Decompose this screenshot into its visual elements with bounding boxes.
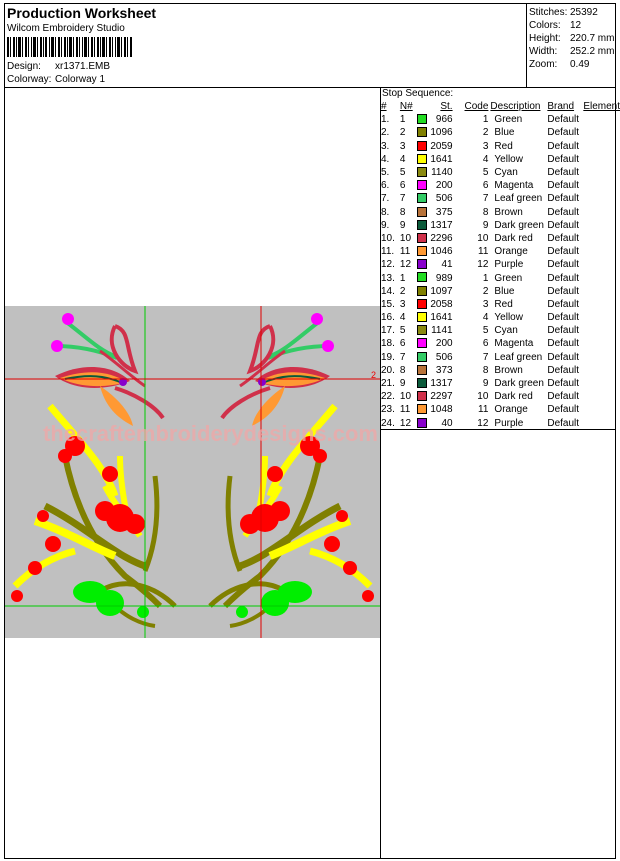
row-code: 12 [477, 259, 489, 271]
row-brand: Default [547, 219, 580, 231]
row-index: 16. [381, 312, 395, 324]
stop-row [381, 153, 620, 166]
stop-row [381, 271, 620, 284]
row-needle: 7 [399, 351, 406, 363]
row-element [583, 258, 620, 271]
row-stitches: 2296 [430, 232, 453, 244]
embroidery-artwork [5, 306, 380, 638]
row-stitches: 1641 [430, 312, 453, 324]
row-stitches-cell [417, 113, 455, 126]
row-brand: Default [547, 140, 580, 152]
row-brand: Default [547, 338, 580, 350]
row-stitches: 1046 [430, 246, 453, 258]
row-element [583, 403, 620, 416]
row-brand: Default [547, 351, 580, 363]
row-stitches-cell [417, 364, 455, 377]
stop-row [381, 219, 620, 232]
row-description: Leaf green [494, 351, 543, 363]
row-code: 1 [482, 114, 489, 126]
row-element [583, 351, 620, 364]
row-brand: Default [547, 285, 580, 297]
color-swatch [417, 193, 427, 203]
color-swatch [417, 299, 427, 309]
row-index: 19. [381, 351, 395, 363]
row-stitches-cell [417, 153, 455, 166]
height-value: 220.7 mm [570, 33, 615, 44]
row-index: 3. [381, 140, 390, 152]
row-stitches-cell [417, 337, 455, 350]
row-index: 1. [381, 114, 390, 126]
row-index: 9. [381, 219, 390, 231]
color-swatch [417, 286, 427, 296]
color-swatch [417, 180, 427, 190]
color-swatch [417, 114, 427, 124]
color-swatch [417, 418, 427, 428]
color-swatch [417, 220, 427, 230]
row-element [583, 153, 620, 166]
row-stitches: 1097 [430, 285, 453, 297]
row-needle: 5 [399, 325, 406, 337]
color-swatch [417, 141, 427, 151]
row-index: 12. [381, 259, 395, 271]
stop-row [381, 337, 620, 350]
row-brand: Default [547, 325, 580, 337]
row-element [583, 298, 620, 311]
row-stitches-cell [417, 377, 455, 390]
row-needle: 3 [399, 298, 406, 310]
row-needle: 5 [399, 167, 406, 179]
col-header-brand: Brand [547, 101, 575, 113]
stop-row [381, 245, 620, 258]
stop-table-header [381, 100, 620, 113]
colorway-value: Colorway 1 [55, 74, 106, 85]
row-needle: 7 [399, 193, 406, 205]
color-swatch [417, 272, 427, 282]
col-header-description: Description [490, 101, 541, 113]
stop-sequence-title: Stop Sequence: [382, 88, 454, 99]
row-brand: Default [547, 272, 580, 284]
color-swatch [417, 246, 427, 256]
row-code: 10 [477, 232, 489, 244]
stitches-value: 25392 [570, 7, 598, 18]
row-brand: Default [547, 312, 580, 324]
row-description: Cyan [494, 325, 518, 337]
row-stitches-cell [417, 166, 455, 179]
row-stitches-cell [417, 179, 455, 192]
row-element [583, 285, 620, 298]
row-needle: 3 [399, 140, 406, 152]
row-needle: 4 [399, 312, 406, 324]
row-code: 10 [477, 391, 489, 403]
row-index: 13. [381, 272, 395, 284]
row-description: Red [494, 140, 513, 152]
row-description: Dark red [494, 391, 533, 403]
row-element [583, 364, 620, 377]
row-needle: 9 [399, 219, 406, 231]
stop-row [381, 206, 620, 219]
row-index: 17. [381, 325, 395, 337]
row-needle: 10 [399, 232, 412, 244]
row-stitches-cell [417, 351, 455, 364]
design-stats [529, 6, 614, 71]
header-divider [526, 3, 527, 88]
row-stitches-cell [417, 271, 455, 284]
row-brand: Default [547, 193, 580, 205]
row-code: 11 [478, 404, 489, 416]
row-needle: 11 [399, 246, 411, 258]
row-index: 21. [381, 378, 395, 390]
row-index: 11. [381, 246, 395, 258]
row-index: 15. [381, 298, 395, 310]
row-index: 23. [381, 404, 395, 416]
row-element [583, 324, 620, 337]
stop-row [381, 324, 620, 337]
row-brand: Default [547, 364, 580, 376]
row-needle: 12 [399, 259, 412, 271]
stop-row [381, 166, 620, 179]
color-swatch [417, 312, 427, 322]
col-header-code: Code [464, 101, 489, 113]
row-element [583, 377, 620, 390]
barcode [7, 37, 133, 57]
color-swatch [417, 259, 427, 269]
row-needle: 11 [399, 404, 411, 416]
col-header-stitches: St. [440, 101, 453, 113]
row-stitches-cell [417, 298, 455, 311]
stop-row [381, 232, 620, 245]
row-code: 3 [482, 140, 489, 152]
col-header-index: # [381, 101, 387, 113]
stop-row [381, 285, 620, 298]
row-stitches-cell [417, 192, 455, 205]
row-description: Yellow [494, 153, 523, 165]
color-swatch [417, 167, 427, 177]
row-stitches: 1141 [431, 325, 453, 337]
row-needle: 8 [399, 206, 406, 218]
row-code: 4 [482, 153, 489, 165]
row-element [583, 192, 620, 205]
colorway-row [7, 74, 105, 85]
row-stitches: 989 [435, 272, 453, 284]
row-description: Blue [494, 127, 515, 139]
row-code: 5 [482, 167, 489, 179]
row-element [583, 417, 620, 430]
width-label: Width: [529, 46, 558, 57]
row-code: 6 [482, 180, 489, 192]
zoom-label: Zoom: [529, 59, 558, 70]
row-description: Yellow [494, 312, 523, 324]
software-name: Wilcom Embroidery Studio [7, 23, 125, 34]
stop-sequence-table [381, 100, 620, 430]
zoom-value: 0.49 [570, 59, 590, 70]
colors-value: 12 [570, 20, 582, 31]
color-swatch [417, 352, 427, 362]
design-row [7, 61, 110, 72]
stop-row [381, 403, 620, 416]
row-code: 8 [482, 206, 489, 218]
row-index: 4. [381, 153, 390, 165]
row-code: 11 [478, 246, 489, 258]
row-description: Dark red [494, 232, 533, 244]
row-brand: Default [547, 232, 580, 244]
row-code: 2 [482, 127, 489, 139]
page-title: Production Worksheet [7, 5, 157, 21]
row-needle: 2 [399, 285, 406, 297]
colors-label: Colors: [529, 20, 561, 31]
row-element [583, 245, 620, 258]
row-code: 7 [482, 351, 489, 363]
row-stitches: 1048 [430, 404, 453, 416]
color-swatch [417, 207, 427, 217]
row-stitches-cell [417, 206, 455, 219]
row-code: 12 [477, 417, 489, 429]
row-description: Dark green [494, 378, 544, 390]
row-stitches: 40 [441, 417, 453, 429]
row-needle: 1 [399, 114, 406, 126]
height-label: Height: [529, 33, 561, 44]
stop-row [381, 126, 620, 139]
row-stitches-cell [417, 245, 455, 258]
row-element [583, 219, 620, 232]
row-stitches: 200 [435, 180, 453, 192]
row-code: 3 [482, 298, 489, 310]
row-code: 9 [482, 219, 489, 231]
stop-row [381, 113, 620, 126]
stop-row [381, 192, 620, 205]
color-swatch [417, 233, 427, 243]
row-description: Magenta [494, 338, 534, 350]
row-description: Magenta [494, 180, 534, 192]
row-brand: Default [547, 417, 580, 429]
row-code: 4 [482, 312, 489, 324]
row-description: Purple [494, 259, 524, 271]
stop-row [381, 258, 620, 271]
row-description: Leaf green [494, 193, 543, 205]
row-element [583, 113, 620, 126]
header-bottom-rule [4, 87, 616, 88]
row-stitches-cell [417, 258, 455, 271]
row-brand: Default [547, 153, 580, 165]
row-element [583, 179, 620, 192]
row-needle: 6 [399, 338, 406, 350]
row-description: Orange [494, 404, 528, 416]
row-brand: Default [547, 114, 580, 126]
row-needle: 8 [399, 364, 406, 376]
stop-row [381, 140, 620, 153]
row-description: Brown [494, 206, 523, 218]
row-description: Purple [494, 417, 524, 429]
row-code: 5 [482, 325, 489, 337]
row-stitches-cell [417, 285, 455, 298]
row-code: 7 [482, 193, 489, 205]
row-brand: Default [547, 391, 580, 403]
row-stitches-cell [417, 417, 455, 430]
row-stitches: 2059 [430, 140, 453, 152]
color-swatch [417, 325, 427, 335]
stop-row [381, 390, 620, 403]
row-brand: Default [547, 259, 580, 271]
row-needle: 10 [399, 391, 412, 403]
row-stitches-cell [417, 126, 455, 139]
row-brand: Default [547, 206, 580, 218]
row-needle: 2 [399, 127, 406, 139]
row-stitches: 2297 [430, 391, 453, 403]
design-value: xr1371.EMB [55, 61, 111, 72]
row-stitches: 1096 [430, 127, 453, 139]
row-stitches: 41 [441, 259, 453, 271]
row-element [583, 206, 620, 219]
color-swatch [417, 338, 427, 348]
row-stitches-cell [417, 324, 455, 337]
design-label: Design: [7, 61, 41, 72]
row-element [583, 166, 620, 179]
row-stitches: 200 [435, 338, 453, 350]
row-element [583, 271, 620, 284]
row-code: 8 [482, 364, 489, 376]
colorway-label: Colorway: [7, 74, 52, 85]
color-swatch [417, 365, 427, 375]
row-stitches: 1641 [430, 153, 453, 165]
row-stitches: 373 [435, 364, 453, 376]
color-swatch [417, 127, 427, 137]
guide-marker: 2 [371, 370, 377, 380]
row-needle: 6 [399, 180, 406, 192]
stop-row [381, 364, 620, 377]
row-stitches: 1140 [431, 167, 453, 179]
row-brand: Default [547, 180, 580, 192]
row-brand: Default [547, 404, 580, 416]
row-stitches-cell [417, 390, 455, 403]
row-description: Green [494, 114, 523, 126]
row-index: 6. [381, 180, 390, 192]
width-value: 252.2 mm [570, 46, 615, 57]
col-header-needle: N# [399, 101, 413, 113]
row-code: 2 [482, 285, 489, 297]
row-needle: 12 [399, 417, 412, 429]
stop-row [381, 417, 620, 430]
stop-row [381, 311, 620, 324]
row-description: Red [494, 298, 513, 310]
row-description: Dark green [494, 219, 544, 231]
row-brand: Default [547, 378, 580, 390]
row-brand: Default [547, 167, 580, 179]
row-index: 24. [381, 417, 395, 429]
row-element [583, 390, 620, 403]
color-swatch [417, 154, 427, 164]
row-description: Green [494, 272, 523, 284]
row-stitches: 1317 [430, 378, 453, 390]
watermark: thecraftembroiderydesigns.com [43, 421, 378, 446]
row-brand: Default [547, 127, 580, 139]
color-swatch [417, 391, 427, 401]
row-stitches-cell [417, 232, 455, 245]
row-stitches: 375 [435, 206, 453, 218]
row-index: 14. [381, 285, 395, 297]
row-element [583, 232, 620, 245]
row-stitches-cell [417, 140, 455, 153]
row-stitches-cell [417, 403, 455, 416]
row-code: 6 [482, 338, 489, 350]
row-stitches: 506 [435, 351, 453, 363]
row-index: 20. [381, 364, 395, 376]
row-stitches-cell [417, 311, 455, 324]
stop-row [381, 179, 620, 192]
row-index: 5. [381, 167, 390, 179]
row-needle: 1 [399, 272, 406, 284]
row-description: Cyan [494, 167, 518, 179]
row-stitches: 506 [435, 193, 453, 205]
row-index: 7. [381, 193, 390, 205]
row-index: 18. [381, 338, 395, 350]
row-index: 22. [381, 391, 395, 403]
col-header-element: Element [583, 101, 620, 113]
row-description: Blue [494, 285, 515, 297]
row-index: 2. [381, 127, 390, 139]
stop-row [381, 351, 620, 364]
row-brand: Default [547, 246, 580, 258]
row-needle: 4 [399, 153, 406, 165]
color-swatch [417, 404, 427, 414]
row-stitches: 1317 [430, 219, 453, 231]
row-element [583, 337, 620, 350]
row-stitches-cell [417, 219, 455, 232]
row-code: 9 [482, 378, 489, 390]
row-stitches: 2058 [430, 298, 453, 310]
row-index: 8. [381, 206, 390, 218]
stitches-label: Stitches: [529, 7, 568, 18]
row-description: Brown [494, 364, 523, 376]
design-preview [5, 306, 380, 638]
row-needle: 9 [399, 378, 406, 390]
row-element [583, 311, 620, 324]
color-swatch [417, 378, 427, 388]
row-element [583, 140, 620, 153]
row-code: 1 [482, 272, 489, 284]
stop-row [381, 377, 620, 390]
row-brand: Default [547, 298, 580, 310]
row-stitches: 966 [435, 114, 453, 126]
stop-row [381, 298, 620, 311]
row-index: 10. [381, 232, 395, 244]
row-description: Orange [494, 246, 528, 258]
row-element [583, 126, 620, 139]
